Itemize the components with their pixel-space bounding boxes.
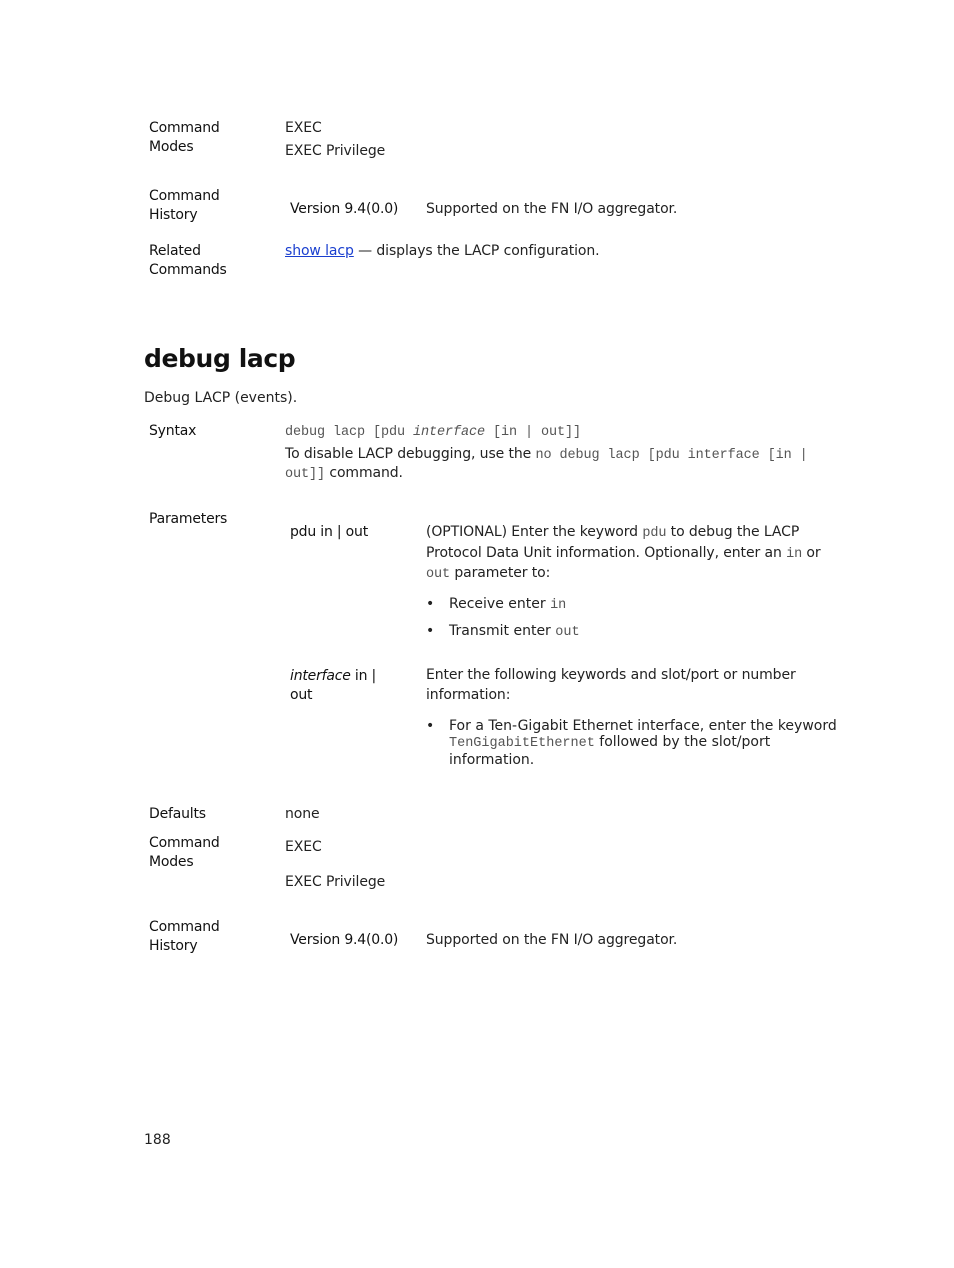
related-description: — displays the LACP configuration. [353, 243, 600, 259]
command-mode-exec: EXEC [285, 120, 322, 136]
page-number: 188 [144, 1132, 171, 1148]
history-description-2: Supported on the FN I/O aggregator. [426, 932, 678, 948]
section-intro: Debug LACP (events). [144, 390, 298, 406]
mode-exec-privilege-2: EXEC Privilege [285, 874, 386, 890]
bullet-dot: • [426, 623, 435, 639]
disable-instruction-cont: out]] command. [285, 465, 403, 482]
param-interface-name: interface in | out [290, 668, 377, 703]
command-history-label: Command History [149, 188, 220, 223]
history-version-2: Version 9.4(0.0) [290, 932, 399, 948]
param-pdu-description: (OPTIONAL) Enter the keyword pdu to debug the LACP Protocol Data Unit information. Optionally, enter an in or out parameter to: [426, 524, 821, 582]
section-title: debug lacp [144, 344, 296, 373]
syntax-command: debug lacp [pdu interface [in | out]] [285, 425, 582, 440]
parameters-label: Parameters [149, 511, 228, 527]
command-history-label-2: Command History [149, 919, 220, 954]
history-version: Version 9.4(0.0) [290, 201, 399, 217]
history-description: Supported on the FN I/O aggregator. [426, 201, 678, 217]
command-modes-label: Command Modes [149, 120, 220, 155]
bullet-dot: • [426, 718, 435, 734]
related-commands-label: Related Commands [149, 243, 227, 278]
command-mode-exec-privilege: EXEC Privilege [285, 143, 386, 159]
defaults-value: none [285, 806, 320, 822]
syntax-label: Syntax [149, 423, 197, 439]
param-interface-description: Enter the following keywords and slot/port or number information: [426, 667, 796, 703]
mode-exec-2: EXEC [285, 839, 322, 855]
related-commands-entry [285, 242, 600, 261]
param-pdu-name: pdu in | out [290, 524, 369, 540]
defaults-label: Defaults [149, 806, 206, 822]
disable-instruction: To disable LACP debugging, use the no debug lacp [pdu interface [in | [285, 446, 808, 463]
command-modes-label-2: Command Modes [149, 835, 220, 870]
bullet-dot: • [426, 596, 435, 612]
show-lacp-link[interactable]: show lacp [285, 243, 354, 259]
